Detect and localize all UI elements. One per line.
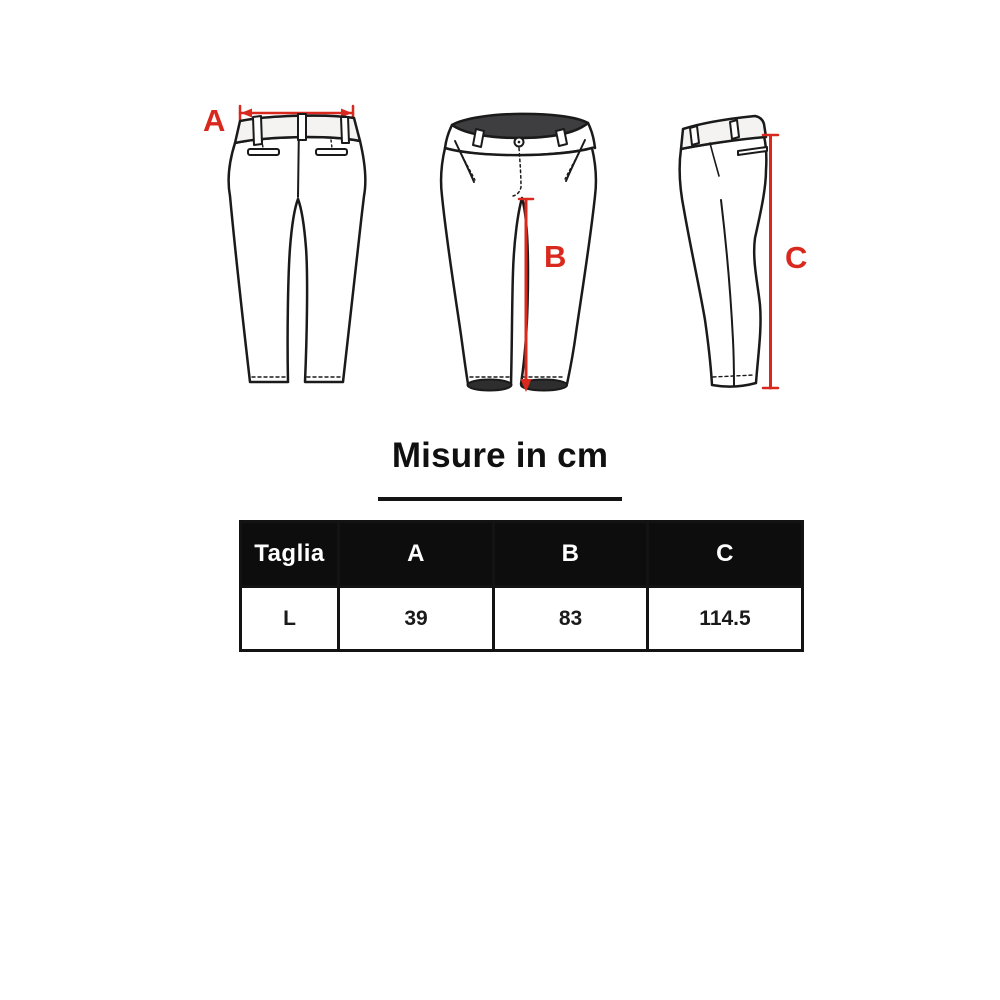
side-body-outline bbox=[680, 136, 767, 387]
front-waistband-right-edge bbox=[588, 123, 595, 148]
measure-label-b: B bbox=[544, 239, 567, 274]
back-belt-loop bbox=[253, 116, 262, 145]
back-belt-loop bbox=[341, 117, 349, 143]
column-header-b: B bbox=[494, 522, 648, 587]
cell-size: L bbox=[241, 587, 339, 651]
title-underline bbox=[378, 497, 622, 501]
column-header-a: A bbox=[339, 522, 494, 587]
column-header-c: C bbox=[648, 522, 803, 587]
front-button-dot bbox=[518, 141, 521, 144]
size-table bbox=[239, 520, 804, 652]
back-belt-loop bbox=[298, 114, 306, 140]
table-row bbox=[241, 587, 803, 651]
front-belt-loop bbox=[556, 129, 567, 146]
page-title: Misure in cm bbox=[391, 436, 609, 475]
pants-front-view-drawing bbox=[441, 114, 596, 392]
front-body-outline bbox=[441, 148, 596, 384]
pants-technical-drawings bbox=[0, 0, 1000, 430]
front-belt-loop bbox=[473, 129, 484, 147]
back-body-outline bbox=[229, 137, 366, 382]
cell-measure-c: 114.5 bbox=[648, 587, 803, 651]
pants-side-view-drawing bbox=[680, 116, 778, 388]
side-belt-loop bbox=[690, 126, 699, 145]
column-header-taglia: Taglia bbox=[241, 522, 339, 587]
cell-measure-b: 83 bbox=[494, 587, 648, 651]
measure-label-a: A bbox=[203, 103, 226, 138]
back-pocket-welt bbox=[248, 149, 279, 155]
size-table-header-row bbox=[241, 522, 803, 587]
cell-measure-a: 39 bbox=[339, 587, 494, 651]
measure-label-c: C bbox=[785, 240, 808, 275]
front-waistband-left-edge bbox=[445, 125, 452, 148]
front-hem-left bbox=[468, 380, 512, 391]
back-pocket-welt bbox=[316, 149, 347, 155]
front-waistband-inner bbox=[452, 114, 588, 138]
pants-back-view-drawing bbox=[229, 106, 366, 382]
side-belt-loop bbox=[730, 120, 739, 139]
